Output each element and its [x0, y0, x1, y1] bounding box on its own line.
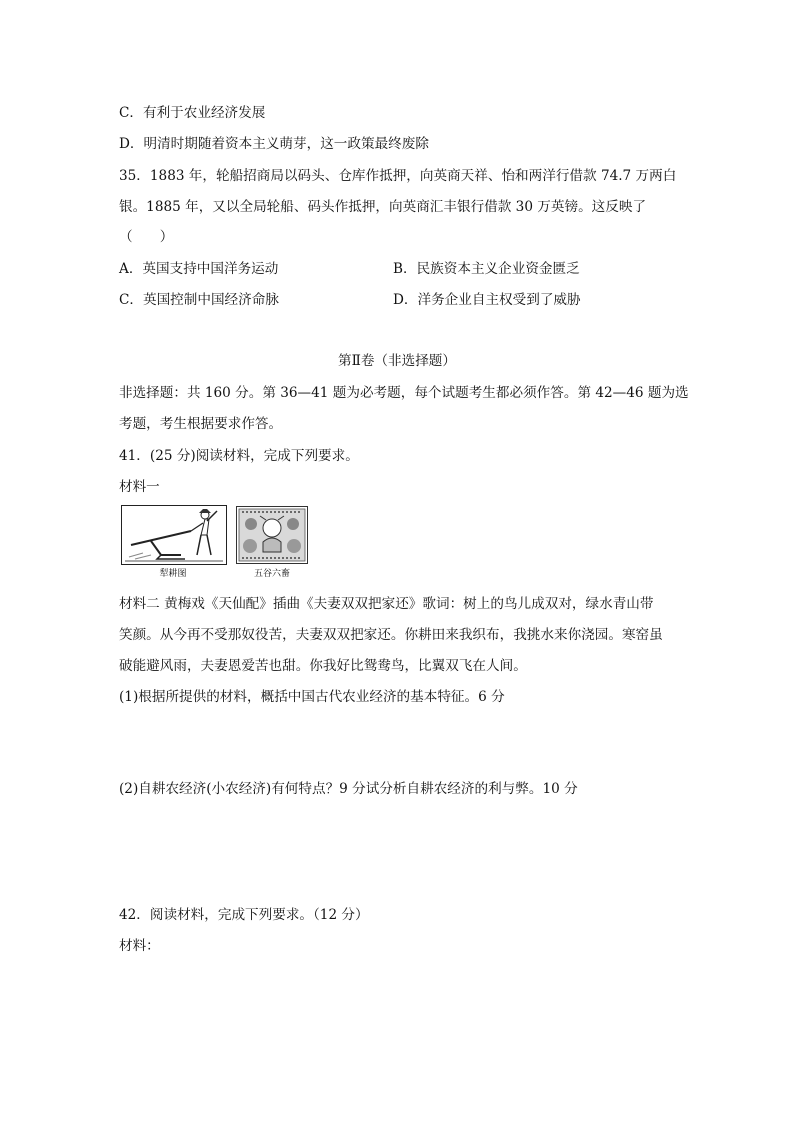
q42-stem: 42．阅读材料，完成下列要求。（12 分） [119, 907, 369, 923]
q41-sub-question-2: (2)自耕农经济(小农经济)有何特点？9 分试分析自耕农经济的利与弊。10 分 [119, 781, 578, 797]
q35-stem-line2: 银。1885 年，又以全局轮船、码头作抵押，向英商汇丰银行借款 30 万英镑。这反映了 [119, 199, 647, 215]
q35-option-c: C．英国控制中国经济命脉 [119, 292, 279, 308]
section2-intro-line1: 非选择题：共 160 分。第 36—41 题为必考题，每个试题考生都必须作答。第 42—46 题为选 [119, 385, 689, 401]
q34-option-c: C．有利于农业经济发展 [119, 105, 266, 121]
q35-answer-blank: （ ） [119, 229, 174, 245]
q41-material1-label: 材料一 [119, 479, 160, 495]
plowing-figure-caption: 犁耕图 [159, 569, 187, 579]
q42-material-label: 材料： [119, 938, 160, 954]
q35-stem-line1: 35．1883 年，轮船招商局以码头、仓库作抵押，向英商天祥、怡和两洋行借款 74.7 万两白 [119, 168, 677, 184]
q41-sub-question-1: (1)根据所提供的材料，概括中国古代农业经济的基本特征。6 分 [119, 689, 505, 705]
q35-option-a: A．英国支持中国洋务运动 [119, 261, 279, 277]
grains-livestock-figure [236, 506, 308, 564]
plowing-figure [121, 505, 227, 565]
q41-material2-line3: 破能避风雨，夫妻恩爱苦也甜。你我好比鸳鸯鸟，比翼双飞在人间。 [119, 658, 527, 674]
q35-option-d: D．洋务企业自主权受到了威胁 [393, 292, 581, 308]
grains-livestock-figure-caption: 五谷六畜 [253, 569, 290, 579]
q41-material2-line2: 笑颜。从今再不受那奴役苦，夫妻双双把家还。你耕田来我织布，我挑水来你浇园。寒窑虽 [119, 627, 663, 643]
q41-stem: 41．(25 分)阅读材料，完成下列要求。 [119, 448, 359, 464]
section2-title: 第Ⅱ卷（非选择题） [338, 353, 456, 369]
section2-intro-line2: 考题，考生根据要求作答。 [119, 416, 283, 432]
q34-option-d: D．明清时期随着资本主义萌芽，这一政策最终废除 [119, 136, 429, 152]
q41-material2-line1: 材料二 黄梅戏《天仙配》插曲《夫妻双双把家还》歌词：树上的鸟儿成双对，绿水青山带 [119, 596, 654, 612]
q35-option-b: B．民族资本主义企业资金匮乏 [393, 261, 580, 277]
